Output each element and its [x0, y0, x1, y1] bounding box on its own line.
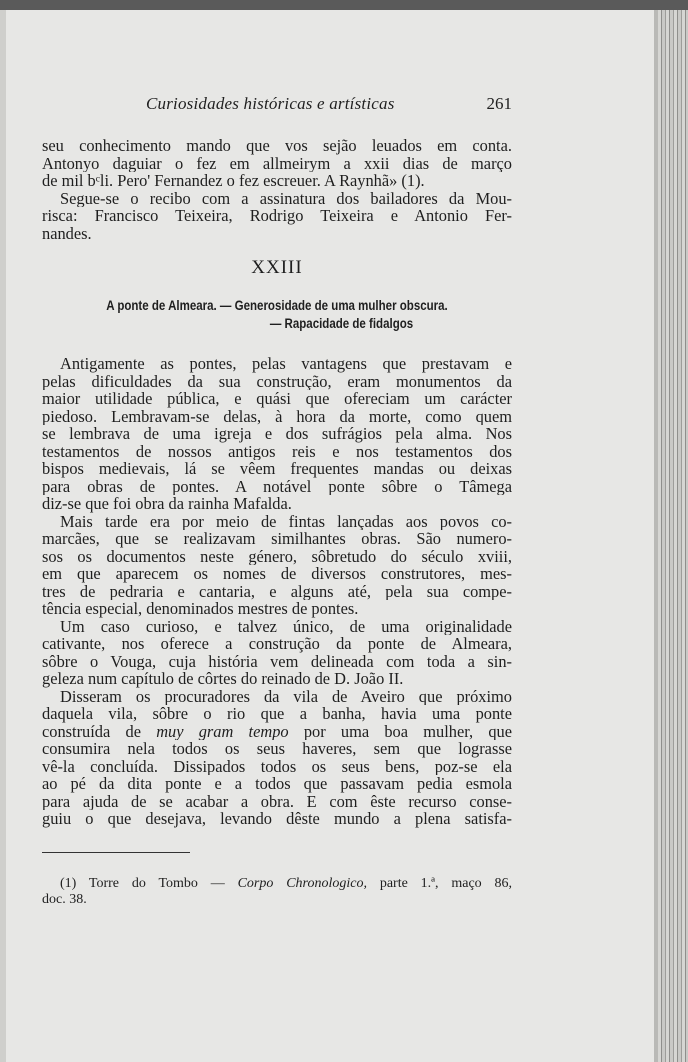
italic-title: Corpo Chronologico, [237, 876, 367, 891]
text-line: para obras de pontes. A notável ponte sôbre o Tâmega [42, 477, 512, 495]
text-line: Antonyo daguiar o fez em allmeirym a xxii dias de março [42, 154, 512, 172]
text-span: parte 1.ª, maço 86, [379, 876, 512, 891]
text-line: Disseram os procuradores da vila de Aveiro que próximo [60, 687, 512, 705]
text-line: se lembrava de uma igreja e dos sufrágios pela alma. Nos [42, 425, 512, 443]
chapter-subtitle [75, 297, 479, 333]
text-line: tência especial, denominados mestres de pontes. [42, 600, 359, 618]
text-line: para ajuda de se acabar a obra. E com êste recurso conse- [42, 792, 512, 810]
chapter-number: XXIII [251, 257, 303, 278]
paragraph-document-quote [42, 137, 512, 242]
text-span: por uma boa mulher, que [303, 722, 512, 740]
text-line: ao pé da dita ponte e a todos que passavam pedia esmola [42, 775, 512, 793]
scan-top-edge [0, 0, 688, 10]
text-line: Mais tarde era por meio de fintas lançadas aos povos co- [60, 512, 512, 530]
text-span: (1) Torre do Tombo — [60, 876, 225, 891]
text-line: sôbre o Vouga, cuja história vem delineada com toda a sin- [42, 652, 512, 670]
text-line: marcães, que se realizavam similhantes obras. São numero- [42, 530, 512, 548]
text-line: bispos medievais, lá se vêem frequentes mandas ou deixas [42, 460, 512, 478]
footnote-line [42, 876, 512, 892]
footnote-line: doc. 38. [42, 892, 87, 907]
running-title: Curiosidades históricas e artísticas [146, 94, 395, 113]
text-line: pelas dificuldades da sua construção, eram monumentos da [42, 372, 512, 390]
page-number: 261 [486, 94, 512, 113]
text-line: risca: Francisco Teixeira, Rodrigo Teixeira e Antonio Fer- [42, 207, 512, 225]
text-line [42, 723, 512, 741]
chapter-subtitle-line: A ponte de Almeara. — Generosidade de uma mulher obscura. [106, 298, 448, 313]
page-header [42, 94, 512, 116]
italic-phrase: muy gram tempo [156, 722, 289, 740]
footnote-rule [42, 852, 190, 853]
text-line: diz-se que foi obra da rainha Mafalda. [42, 495, 292, 513]
page-stack-edge [658, 10, 688, 1062]
text-line: sos os documentos neste género, sôbretudo do século xviii, [42, 547, 512, 565]
text-span: construída de [42, 722, 141, 740]
text-line: em que aparecem os nomes de diversos construtores, mes- [42, 565, 512, 583]
text-line: Um caso curioso, e talvez único, de uma originalidade [60, 617, 512, 635]
chapter-body [42, 355, 512, 828]
text-line: consumira nela todos os seus haveres, sem que lograsse [42, 740, 512, 758]
text-line: cativante, nos oferece a construção da ponte de Almeara, [42, 635, 512, 653]
text-line: daquela vila, sôbre o rio que a banha, havia uma ponte [42, 705, 512, 723]
scan-left-edge [0, 10, 6, 1062]
text-line: piedoso. Lembravam-se delas, à hora da morte, como quem [42, 407, 512, 425]
text-line: vê-la concluída. Dissipados todos os seus bens, poz-se ela [42, 757, 512, 775]
text-line: de mil bᶜli. Pero' Fernandez o fez escreuer. A Raynhã» (1). [42, 172, 425, 190]
text-line: guiu o que desejava, levando dêste mundo a plena satisfa- [42, 810, 512, 828]
text-line: geleza num capítulo de côrtes do reinado de D. João II. [42, 670, 404, 688]
text-line: nandes. [42, 224, 92, 242]
text-line: tres de pedraria e cantaria, e alguns até, pela sua compe- [42, 582, 512, 600]
chapter-subtitle-line: — Rapacidade de fidalgos [269, 316, 414, 331]
footnote [42, 876, 512, 908]
text-line: Segue-se o recibo com a assinatura dos bailadores da Mou- [60, 189, 512, 207]
text-line: testamentos de nossos antigos reis e nos testamentos dos [42, 442, 512, 460]
text-line: maior utilidade pública, e quási que ofereciam um carácter [42, 390, 512, 408]
text-line: seu conhecimento mando que vos sejão leuados em conta. [42, 137, 512, 155]
text-line: Antigamente as pontes, pelas vantagens que prestavam e [60, 355, 512, 373]
